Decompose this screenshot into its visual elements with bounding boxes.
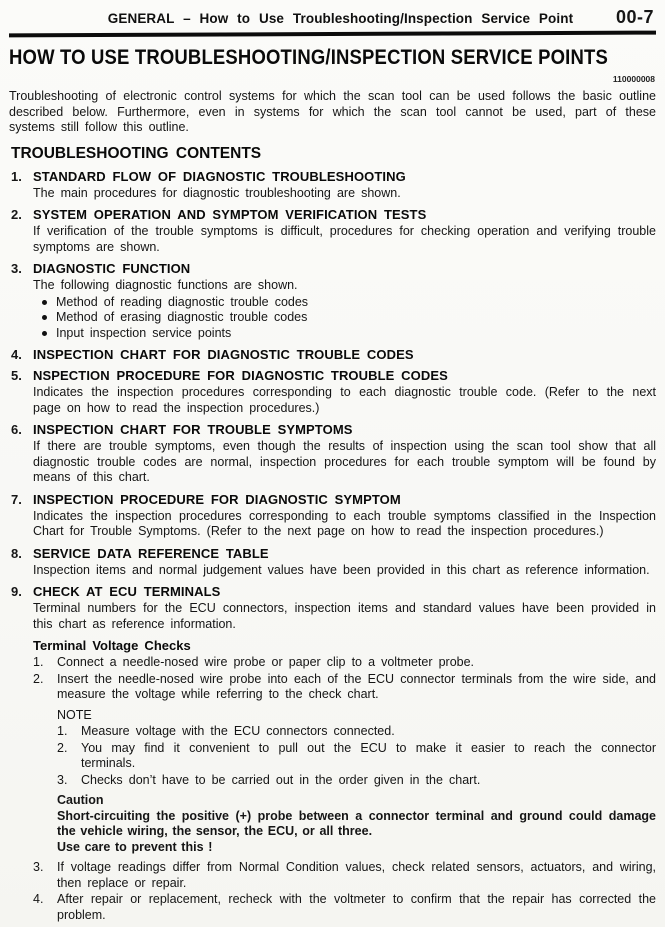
page-title: HOW TO USE TROUBLESHOOTING/INSPECTION SERVICE POINTS	[9, 45, 608, 69]
step-text: After repair or replacement, recheck with the voltmeter to confirm that the repair has corrected the problem.	[57, 892, 656, 922]
section-heading: NSPECTION PROCEDURE FOR DIAGNOSTIC TROUBLE CODES	[33, 368, 448, 383]
section-number: 2.	[11, 207, 22, 222]
section-paragraph: Indicates the inspection procedures corresponding to each diagnostic trouble code. (Refer to the next page on how to read the inspection procedures.)	[33, 385, 656, 415]
step-text: If voltage readings differ from Normal Condition values, check related sensors, actuators, and wiring, then replace or repair.	[57, 860, 656, 890]
list-item	[57, 773, 656, 789]
bullet-label: Method of reading diagnostic trouble codes	[56, 294, 309, 309]
section-number: 1.	[11, 168, 22, 184]
section-number: 4.	[11, 347, 22, 362]
bullet-label: Input inspection service points	[56, 325, 232, 340]
section-heading: DIAGNOSTIC FUNCTION	[33, 261, 191, 276]
list-item	[57, 724, 656, 740]
section-number: 6.	[11, 422, 22, 437]
bullet-icon	[42, 331, 47, 336]
caution-label: Caution	[57, 793, 104, 807]
step-text: You may find it convenient to pull out the ECU to make it easier to reach the connector terminals.	[81, 740, 656, 770]
list-item	[33, 655, 656, 671]
section-6	[9, 422, 656, 486]
section-paragraph: The main procedures for diagnostic troubleshooting are shown.	[33, 185, 401, 200]
bullet-label: Method of erasing diagnostic trouble codes	[56, 310, 308, 324]
step-text: Connect a needle-nosed wire probe or paper clip to a voltmeter probe.	[57, 655, 475, 669]
terminal-voltage-checks	[33, 638, 656, 923]
step-list	[33, 655, 656, 703]
intro-paragraph: Troubleshooting of electronic control systems for which the scan tool can be used follows the basic outline described below. Furthermore, even in systems for which the scan tool cannot be used, part of these systems still follow this outline.	[9, 89, 656, 134]
list-item	[33, 295, 656, 311]
note-block	[57, 708, 656, 789]
step-text: Measure voltage with the ECU connectors connected.	[81, 724, 395, 738]
section-heading: INSPECTION CHART FOR TROUBLE SYMPTOMS	[33, 422, 353, 437]
section-paragraph: Indicates the inspection procedures corresponding to each trouble symptoms classified in the Inspection Chart for Trouble Symptoms. (Refer to the next page on how to read the inspection procedures.)	[33, 508, 656, 538]
page-number: 00-7	[615, 7, 654, 27]
step-number: 3.	[33, 860, 44, 874]
bullet-icon	[42, 300, 47, 305]
section-3	[9, 261, 656, 341]
step-list-continued	[33, 860, 656, 923]
section-heading: INSPECTION CHART FOR DIAGNOSTIC TROUBLE CODES	[33, 347, 414, 362]
section-heading: CHECK AT ECU TERMINALS	[33, 584, 221, 599]
step-number: 3.	[57, 772, 68, 787]
section-number: 9.	[11, 584, 22, 599]
step-text: Checks don’t have to be carried out in the order given in the chart.	[81, 772, 481, 787]
page-header	[9, 7, 656, 28]
list-item	[33, 310, 656, 326]
section-heading: STANDARD FLOW OF DIAGNOSTIC TROUBLESHOOTING	[33, 168, 406, 184]
section-paragraph: If there are trouble symptoms, even though the results of inspection using the scan tool show that all diagnostic trouble codes are normal, inspection procedures for each trouble symptom will be found by means of this chart.	[33, 439, 656, 484]
caution-text: Short-circuiting the positive (+) probe between a connector terminal and ground could damage the vehicle wiring, the sensor, the ECU, or all three.	[57, 808, 656, 838]
section-number: 8.	[11, 545, 22, 561]
header-rule	[9, 31, 656, 38]
subsection-heading: Terminal Voltage Checks	[33, 638, 191, 653]
section-paragraph: Terminal numbers for the ECU connectors, inspection items and standard values have been provided in this chart as reference information.	[33, 601, 656, 631]
section-5	[9, 368, 656, 416]
step-number: 4.	[33, 892, 44, 906]
section-2	[9, 207, 656, 255]
bullet-list	[33, 295, 656, 342]
section-heading: SYSTEM OPERATION AND SYMPTOM VERIFICATION TESTS	[33, 207, 427, 222]
list-item	[33, 672, 656, 703]
section-number: 7.	[11, 491, 22, 507]
contents-heading: TROUBLESHOOTING CONTENTS	[11, 144, 262, 162]
list-item	[33, 860, 656, 891]
step-text: Insert the needle-nosed wire probe into each of the ECU connector terminals from the wire side, and measure the voltage while referring to the check chart.	[57, 671, 656, 701]
section-7	[9, 492, 656, 540]
step-number: 2.	[57, 740, 68, 755]
doc-code: 110000008	[612, 74, 655, 84]
step-number: 2.	[33, 671, 44, 686]
bullet-icon	[42, 315, 47, 320]
section-number: 3.	[11, 261, 22, 276]
list-item	[57, 741, 656, 772]
section-number: 5.	[11, 368, 22, 383]
list-item	[33, 326, 656, 342]
step-number: 1.	[57, 724, 68, 738]
section-heading: INSPECTION PROCEDURE FOR DIAGNOSTIC SYMPTOM	[33, 491, 401, 507]
section-paragraph: Inspection items and normal judgement values have been provided in this chart as reference information.	[33, 562, 650, 577]
note-label: NOTE	[57, 707, 92, 722]
section-paragraph: If verification of the trouble symptoms is difficult, procedures for checking operation and verifying trouble symptoms are shown.	[33, 224, 656, 254]
section-8	[9, 546, 656, 579]
header-title: GENERAL – How to Use Troubleshooting/Inspection Service Point	[107, 11, 574, 26]
list-item	[33, 892, 656, 923]
section-paragraph: The following diagnostic functions are shown.	[33, 278, 298, 292]
caution-block	[57, 793, 656, 855]
section-heading: SERVICE DATA REFERENCE TABLE	[33, 545, 269, 561]
section-4	[9, 347, 656, 362]
caution-text: Use care to prevent this !	[57, 839, 213, 854]
section-1	[9, 169, 656, 202]
section-9	[9, 584, 656, 923]
step-number: 1.	[33, 655, 44, 669]
